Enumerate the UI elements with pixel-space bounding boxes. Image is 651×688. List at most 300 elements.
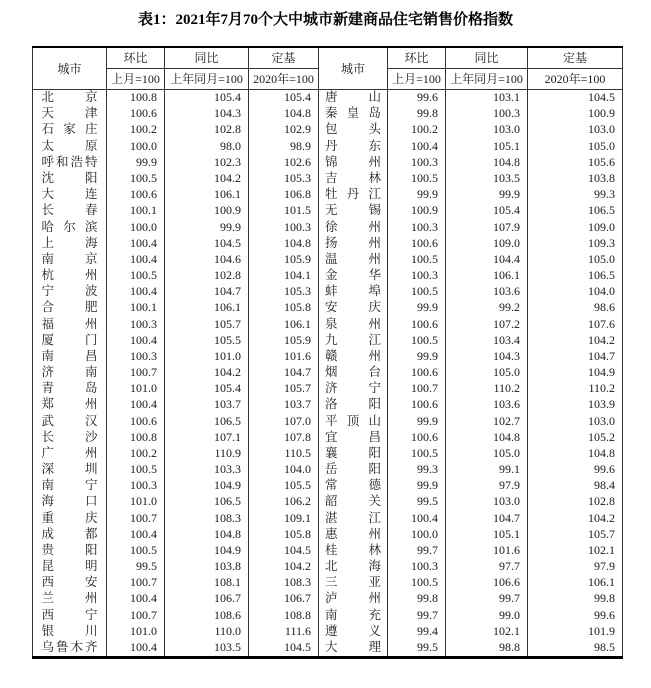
mom-value: 100.9 [388,203,446,219]
city-name: 大连 [41,187,98,202]
base-value: 104.8 [249,235,319,251]
table-row [33,639,623,657]
city-name: 温州 [325,251,381,266]
mom-value: 100.4 [388,138,446,154]
yoy-value: 105.1 [446,526,528,542]
base-value: 106.5 [528,267,623,283]
city-name: 呼和浩特 [41,154,98,169]
header-mom-sub-left: 上月=100 [107,68,165,89]
mom-value: 100.4 [107,332,165,348]
city-cell [319,381,388,397]
mom-value: 100.3 [388,219,446,235]
yoy-value: 104.3 [446,348,528,364]
mom-value: 100.6 [107,413,165,429]
city-cell [319,623,388,639]
table-row [33,300,623,316]
mom-value: 100.6 [388,316,446,332]
yoy-value: 103.3 [165,462,249,478]
yoy-value: 99.7 [446,591,528,607]
yoy-value: 103.7 [165,397,249,413]
base-value: 102.9 [249,122,319,138]
base-value: 106.1 [249,316,319,332]
mom-value: 99.9 [388,413,446,429]
mom-value: 100.5 [107,462,165,478]
base-value: 105.6 [528,154,623,170]
yoy-value: 104.4 [446,251,528,267]
city-cell [33,106,107,122]
yoy-value: 104.2 [165,170,249,186]
header-city-left: 城市 [33,47,107,89]
base-value: 104.7 [249,364,319,380]
table-row [33,187,623,203]
city-name: 北海 [325,559,381,574]
yoy-value: 103.0 [446,494,528,510]
city-cell [319,251,388,267]
city-name: 西宁 [41,607,98,622]
mom-value: 99.9 [388,300,446,316]
yoy-value: 105.1 [446,138,528,154]
yoy-value: 110.2 [446,381,528,397]
city-name: 泉州 [325,316,381,331]
city-name: 西安 [41,575,98,590]
yoy-value: 104.8 [446,429,528,445]
base-value: 110.5 [249,445,319,461]
base-value: 103.9 [528,397,623,413]
city-name: 深圳 [41,462,98,477]
mom-value: 99.7 [388,542,446,558]
yoy-value: 104.2 [165,364,249,380]
table-row [33,122,623,138]
city-cell [33,154,107,170]
mom-value: 100.6 [388,364,446,380]
base-value: 104.8 [528,445,623,461]
mom-value: 99.8 [388,106,446,122]
city-name: 蚌埠 [325,284,381,299]
header-base-left: 定基 [249,47,319,68]
header-yoy-left: 同比 [165,47,249,68]
city-cell [33,235,107,251]
city-cell [33,203,107,219]
table-row [33,607,623,623]
base-value: 104.5 [528,89,623,106]
city-name: 韶关 [325,494,381,509]
city-name: 锦州 [325,154,381,169]
base-value: 101.5 [249,203,319,219]
mom-value: 100.5 [388,170,446,186]
table-row [33,575,623,591]
yoy-value: 98.8 [446,639,528,657]
yoy-value: 98.0 [165,138,249,154]
base-value: 104.1 [249,267,319,283]
yoy-value: 106.1 [165,187,249,203]
base-value: 106.8 [249,187,319,203]
mom-value: 100.3 [107,348,165,364]
header-yoy-sub-right: 上年同月=100 [446,68,528,89]
table-row [33,445,623,461]
city-cell [33,122,107,138]
city-name: 九江 [325,332,381,347]
city-name: 杭州 [41,268,98,283]
table-row [33,591,623,607]
base-value: 108.3 [249,575,319,591]
base-value: 104.2 [249,559,319,575]
city-cell [319,235,388,251]
mom-value: 100.5 [388,251,446,267]
city-name: 济宁 [325,381,381,396]
base-value: 105.4 [249,89,319,106]
city-cell [319,413,388,429]
yoy-value: 97.7 [446,559,528,575]
table-row [33,623,623,639]
mom-value: 99.5 [107,559,165,575]
city-cell [33,138,107,154]
city-name: 岳阳 [325,462,381,477]
city-cell [33,89,107,106]
city-name: 洛阳 [325,397,381,412]
base-value: 104.0 [249,462,319,478]
yoy-value: 99.0 [446,607,528,623]
table-row [33,348,623,364]
mom-value: 100.7 [107,607,165,623]
table-row [33,526,623,542]
base-value: 105.3 [249,284,319,300]
table-row [33,364,623,380]
mom-value: 99.3 [388,462,446,478]
mom-value: 100.5 [388,575,446,591]
header-base-sub-right: 2020年=100 [528,68,623,89]
base-value: 99.8 [528,591,623,607]
city-name: 长春 [41,203,98,218]
city-name: 北京 [41,90,98,105]
mom-value: 100.8 [107,429,165,445]
city-name: 郑州 [41,397,98,412]
city-name: 长沙 [41,429,98,444]
mom-value: 100.6 [388,397,446,413]
yoy-value: 108.3 [165,510,249,526]
city-name: 南宁 [41,478,98,493]
mom-value: 100.3 [388,154,446,170]
yoy-value: 105.5 [165,332,249,348]
mom-value: 100.0 [107,219,165,235]
table-row [33,219,623,235]
mom-value: 100.2 [107,445,165,461]
base-value: 104.9 [528,364,623,380]
base-value: 101.9 [528,623,623,639]
base-value: 98.4 [528,478,623,494]
city-name: 贵阳 [41,542,98,557]
mom-value: 100.6 [388,429,446,445]
city-name: 赣州 [325,348,381,363]
city-cell [319,478,388,494]
mom-value: 100.5 [107,267,165,283]
yoy-value: 99.1 [446,462,528,478]
city-name: 无锡 [325,203,381,218]
yoy-value: 104.5 [165,235,249,251]
table-row [33,284,623,300]
city-cell [33,413,107,429]
mom-value: 100.1 [107,300,165,316]
yoy-value: 105.0 [446,445,528,461]
base-value: 105.7 [249,381,319,397]
table-row [33,542,623,558]
city-cell [33,559,107,575]
city-name: 沈阳 [41,170,98,185]
city-cell [319,526,388,542]
mom-value: 100.3 [107,478,165,494]
mom-value: 100.3 [388,559,446,575]
city-cell [33,526,107,542]
base-value: 98.9 [249,138,319,154]
header-yoy-right: 同比 [446,47,528,68]
city-cell [319,219,388,235]
city-name: 成都 [41,526,98,541]
base-value: 103.8 [528,170,623,186]
city-name: 重庆 [41,510,98,525]
base-value: 104.2 [528,332,623,348]
mom-value: 100.0 [107,138,165,154]
city-name: 太原 [41,138,98,153]
city-name: 吉林 [325,170,381,185]
table-row [33,251,623,267]
city-cell [33,170,107,186]
header-mom-right: 环比 [388,47,446,68]
table-header [33,47,623,89]
yoy-value: 104.6 [165,251,249,267]
city-name: 宜昌 [325,429,381,444]
table-row [33,138,623,154]
base-value: 98.5 [528,639,623,657]
city-name: 湛江 [325,510,381,525]
city-name: 包头 [325,122,381,137]
mom-value: 100.6 [388,235,446,251]
city-cell [33,381,107,397]
city-cell [319,122,388,138]
base-value: 103.0 [528,122,623,138]
city-cell [33,251,107,267]
city-cell [33,300,107,316]
yoy-value: 103.6 [446,397,528,413]
mom-value: 99.5 [388,494,446,510]
mom-value: 100.5 [388,332,446,348]
city-cell [319,267,388,283]
table-row [33,510,623,526]
city-cell [319,494,388,510]
header-base-right: 定基 [528,47,623,68]
city-name: 天津 [41,106,98,121]
mom-value: 99.9 [388,478,446,494]
yoy-value: 105.4 [446,203,528,219]
city-cell [319,300,388,316]
city-cell [319,591,388,607]
city-cell [33,267,107,283]
mom-value: 100.5 [107,170,165,186]
city-name: 广州 [41,445,98,460]
yoy-value: 103.5 [165,639,249,657]
city-cell [33,607,107,623]
city-cell [33,478,107,494]
mom-value: 100.6 [107,106,165,122]
yoy-value: 107.1 [165,429,249,445]
city-cell [33,348,107,364]
table-row [33,381,623,397]
city-cell [33,429,107,445]
city-cell [33,510,107,526]
city-name: 石家庄 [41,122,98,137]
city-cell [33,542,107,558]
yoy-value: 102.3 [165,154,249,170]
city-name: 南京 [41,251,98,266]
base-value: 106.2 [249,494,319,510]
base-value: 106.5 [528,203,623,219]
mom-value: 99.7 [388,607,446,623]
city-name: 襄阳 [325,445,381,460]
table-row [33,235,623,251]
city-cell [319,445,388,461]
city-name: 常德 [325,478,381,493]
yoy-value: 110.9 [165,445,249,461]
yoy-value: 104.7 [446,510,528,526]
yoy-value: 106.7 [165,591,249,607]
base-value: 105.0 [528,251,623,267]
city-cell [319,154,388,170]
city-name: 上海 [41,235,98,250]
base-value: 107.8 [249,429,319,445]
base-value: 105.9 [249,332,319,348]
city-cell [319,559,388,575]
city-name: 扬州 [325,235,381,250]
mom-value: 101.0 [107,623,165,639]
base-value: 106.1 [528,575,623,591]
city-cell [33,591,107,607]
city-name: 福州 [41,316,98,331]
mom-value: 100.6 [107,187,165,203]
mom-value: 100.4 [388,510,446,526]
mom-value: 100.7 [107,510,165,526]
city-cell [319,316,388,332]
mom-value: 99.9 [388,187,446,203]
city-cell [319,542,388,558]
mom-value: 100.7 [107,575,165,591]
city-name: 烟台 [325,365,381,380]
mom-value: 100.4 [107,235,165,251]
base-value: 105.3 [249,170,319,186]
city-cell [33,623,107,639]
city-name: 丹东 [325,138,381,153]
yoy-value: 106.1 [446,267,528,283]
city-cell [319,639,388,657]
table-row [33,494,623,510]
city-cell [33,332,107,348]
yoy-value: 101.0 [165,348,249,364]
city-name: 青岛 [41,381,98,396]
table-row [33,559,623,575]
city-name: 南昌 [41,348,98,363]
base-value: 102.8 [528,494,623,510]
yoy-value: 110.0 [165,623,249,639]
base-value: 98.6 [528,300,623,316]
city-cell [319,106,388,122]
table-row [33,429,623,445]
yoy-value: 97.9 [446,478,528,494]
yoy-value: 107.2 [446,316,528,332]
yoy-value: 109.0 [446,235,528,251]
city-name: 平顶山 [325,413,381,428]
city-name: 哈尔滨 [41,219,98,234]
yoy-value: 104.8 [165,526,249,542]
base-value: 100.9 [528,106,623,122]
city-cell [319,607,388,623]
mom-value: 100.3 [107,316,165,332]
city-cell [319,284,388,300]
city-name: 武汉 [41,413,98,428]
city-cell [319,429,388,445]
mom-value: 101.0 [107,381,165,397]
yoy-value: 105.4 [165,89,249,106]
base-value: 104.8 [249,106,319,122]
header-city-right: 城市 [319,47,388,89]
city-name: 泸州 [325,591,381,606]
mom-value: 100.7 [388,381,446,397]
city-cell [319,462,388,478]
mom-value: 100.2 [388,122,446,138]
base-value: 104.5 [249,639,319,657]
mom-value: 100.7 [107,364,165,380]
yoy-value: 106.5 [165,413,249,429]
table-row [33,89,623,106]
header-yoy-sub-left: 上年同月=100 [165,68,249,89]
base-value: 97.9 [528,559,623,575]
base-value: 104.2 [528,510,623,526]
city-name: 昆明 [41,559,98,574]
yoy-value: 99.2 [446,300,528,316]
city-name: 三亚 [325,575,381,590]
city-cell [33,219,107,235]
mom-value: 99.5 [388,639,446,657]
base-value: 105.9 [249,251,319,267]
city-name: 厦门 [41,332,98,347]
yoy-value: 103.4 [446,332,528,348]
base-value: 109.0 [528,219,623,235]
header-mom-left: 环比 [107,47,165,68]
city-name: 牡丹江 [325,187,381,202]
mom-value: 99.6 [388,89,446,106]
table-row [33,413,623,429]
yoy-value: 104.7 [165,284,249,300]
yoy-value: 105.4 [165,381,249,397]
base-value: 107.6 [528,316,623,332]
price-index-table [32,46,623,659]
base-value: 99.6 [528,607,623,623]
base-value: 100.3 [249,219,319,235]
mom-value: 100.5 [388,284,446,300]
city-name: 惠州 [325,526,381,541]
city-cell [319,187,388,203]
yoy-value: 102.7 [446,413,528,429]
base-value: 104.0 [528,284,623,300]
table-row [33,332,623,348]
mom-value: 99.4 [388,623,446,639]
table-row [33,106,623,122]
yoy-value: 103.6 [446,284,528,300]
yoy-value: 99.9 [446,187,528,203]
base-value: 103.7 [249,397,319,413]
city-cell [319,170,388,186]
mom-value: 100.1 [107,203,165,219]
yoy-value: 106.1 [165,300,249,316]
yoy-value: 104.3 [165,106,249,122]
city-name: 大理 [325,640,381,655]
mom-value: 101.0 [107,494,165,510]
